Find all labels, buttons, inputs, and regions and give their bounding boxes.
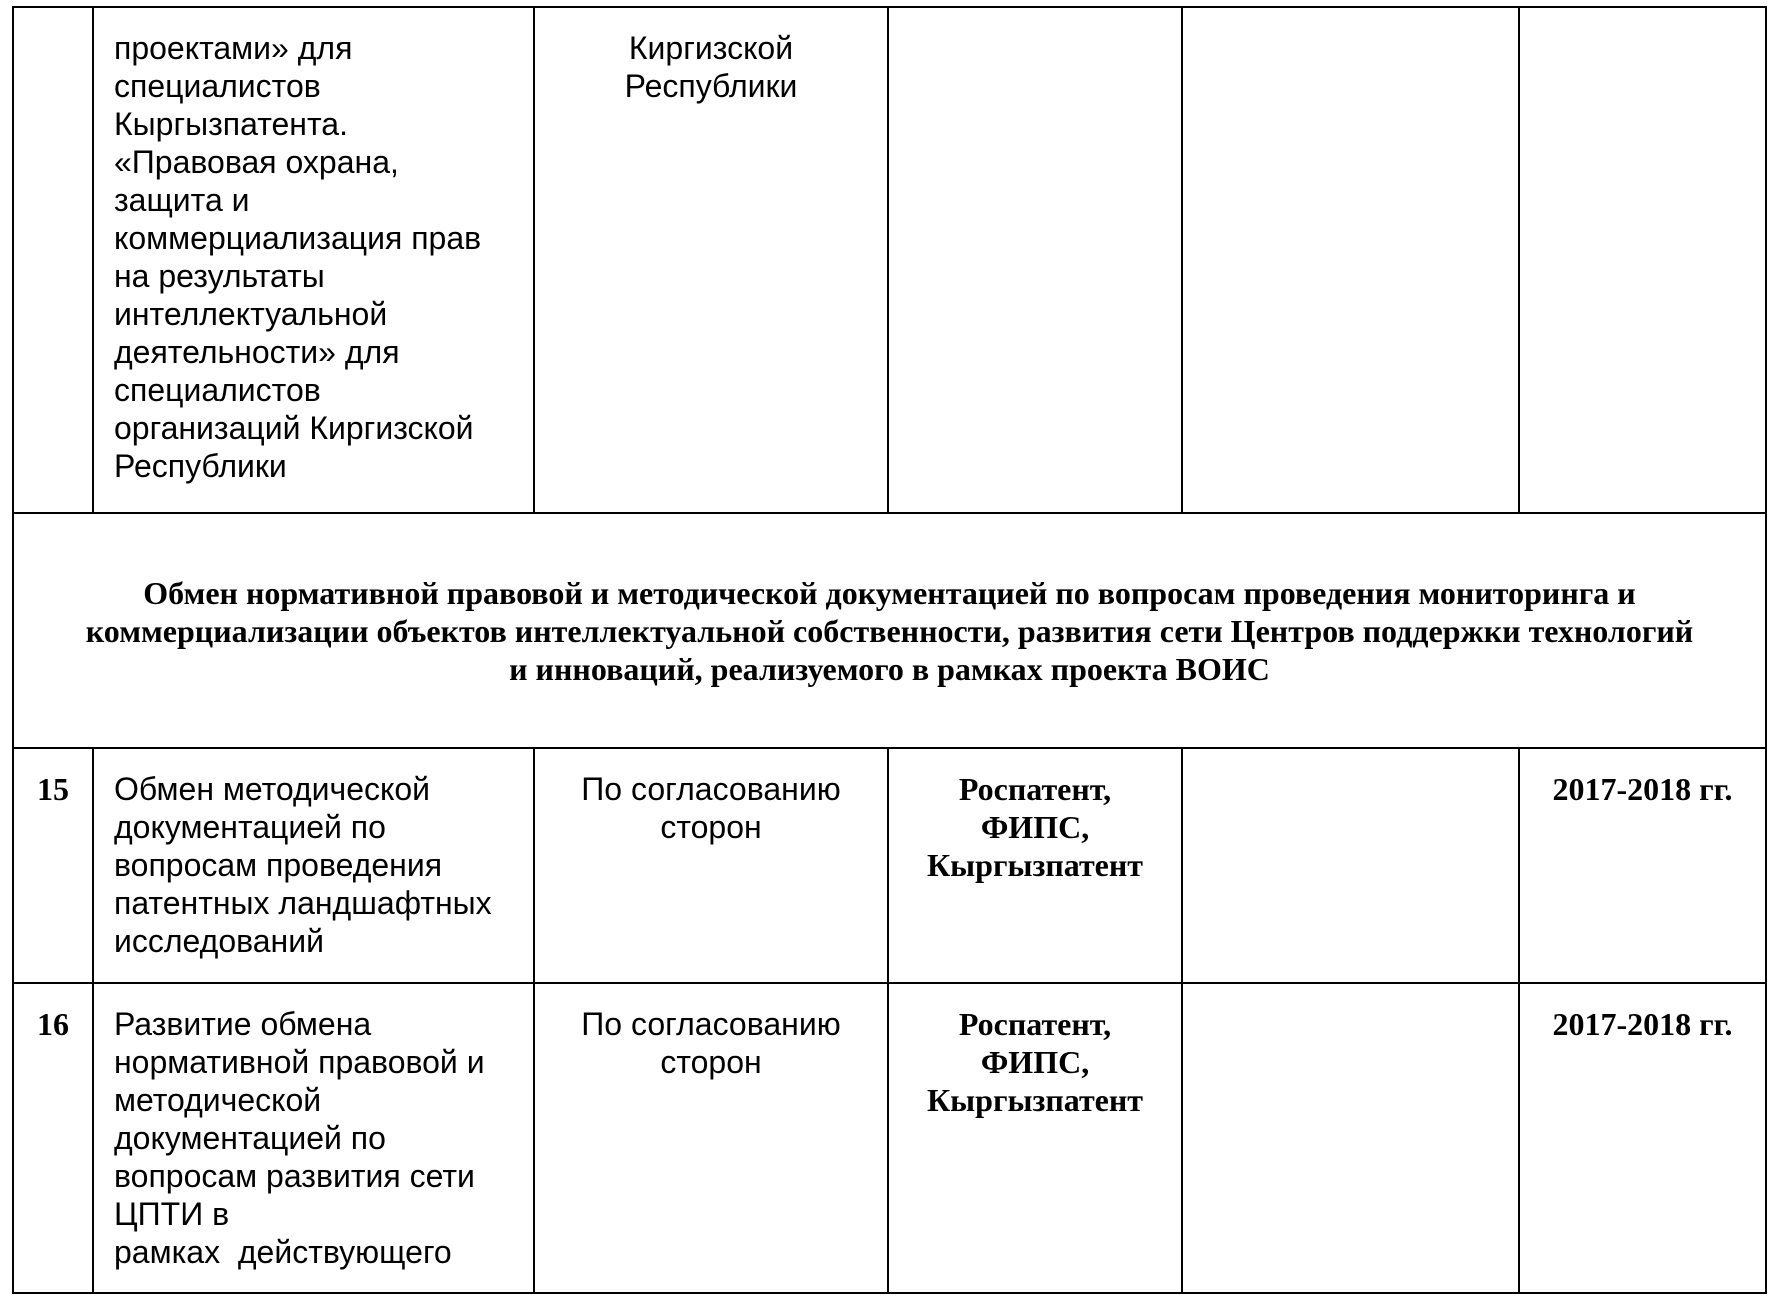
executors-cell	[888, 983, 1182, 1293]
description-line: деятельности» для	[114, 334, 400, 370]
empty-cell	[1182, 748, 1519, 983]
description-line: патентных ландшафтных	[114, 885, 492, 921]
section-heading-line: и инноваций, реализуемого в рамках проекта ВОИС	[509, 650, 1270, 687]
executors-cell	[888, 7, 1182, 513]
table-row-section	[13, 513, 1766, 748]
section-heading-line: коммерциализации объектов интеллектуальной собственности, развития сети Центров поддержки технологий	[85, 612, 1694, 649]
section-heading-line: Обмен нормативной правовой и методической документацией по вопросам проведения мониторинга и	[143, 574, 1636, 611]
term-cell	[534, 748, 888, 983]
description-line: методической	[114, 1082, 322, 1118]
years-cell	[1519, 7, 1766, 513]
description-line: ЦПТИ в	[114, 1196, 230, 1232]
plan-table	[12, 6, 1767, 1294]
description-line: вопросам развития сети	[114, 1158, 475, 1194]
term-cell	[534, 983, 888, 1293]
empty-cell	[1182, 7, 1519, 513]
description-line: исследований	[114, 923, 324, 959]
description-line: «Правовая охрана,	[114, 144, 399, 180]
term-line: По согласованию	[581, 1006, 841, 1042]
table-row-item-16	[13, 983, 1766, 1293]
description-line: нормативной правовой и	[114, 1044, 485, 1080]
description-line: проектами» для	[114, 30, 353, 66]
description-line: интеллектуальной	[114, 296, 388, 332]
term-line: Республики	[624, 68, 798, 104]
years-value: 2017-2018 гг.	[1552, 771, 1733, 807]
term-line: По согласованию	[581, 771, 841, 807]
description-line: рамках действующего	[114, 1234, 452, 1270]
description-line: на результаты	[114, 258, 325, 294]
term-line: Киргизской	[628, 30, 794, 66]
description-line: специалистов	[114, 68, 321, 104]
description-line: документацией по	[114, 1120, 386, 1156]
table-row-continuation	[13, 7, 1766, 513]
empty-cell	[1182, 983, 1519, 1293]
description-line: Кыргызпатента.	[114, 106, 348, 142]
term-line: сторон	[660, 809, 762, 845]
row-number-cell	[13, 983, 93, 1293]
years-cell	[1519, 983, 1766, 1293]
executor-line: ФИПС,	[980, 809, 1090, 845]
description-line: специалистов	[114, 372, 321, 408]
executor-line: Роспатент,	[958, 771, 1112, 807]
years-cell	[1519, 748, 1766, 983]
table-row-item-15	[13, 748, 1766, 983]
description-line: коммерциализация прав	[114, 220, 482, 256]
executor-line: ФИПС,	[980, 1044, 1090, 1080]
description-cell	[93, 983, 534, 1293]
years-value: 2017-2018 гг.	[1552, 1006, 1733, 1042]
description-line: вопросам проведения	[114, 847, 443, 883]
row-number-cell	[13, 7, 93, 513]
term-cell	[534, 7, 888, 513]
section-heading	[13, 513, 1766, 748]
description-cell	[93, 7, 534, 513]
description-line: Развитие обмена	[114, 1006, 372, 1042]
row-number: 15	[37, 771, 69, 807]
description-line: организаций Киргизской	[114, 410, 474, 446]
executor-line: Роспатент,	[958, 1006, 1112, 1042]
executor-line: Кыргызпатент	[926, 847, 1144, 883]
executor-line: Кыргызпатент	[926, 1082, 1144, 1118]
row-number: 16	[37, 1006, 69, 1042]
description-line: Обмен методической	[114, 771, 431, 807]
description-cell	[93, 748, 534, 983]
description-line: документацией по	[114, 809, 386, 845]
description-line: защита и	[114, 182, 250, 218]
term-line: сторон	[660, 1044, 762, 1080]
executors-cell	[888, 748, 1182, 983]
row-number-cell	[13, 748, 93, 983]
description-line: Республики	[114, 448, 287, 484]
